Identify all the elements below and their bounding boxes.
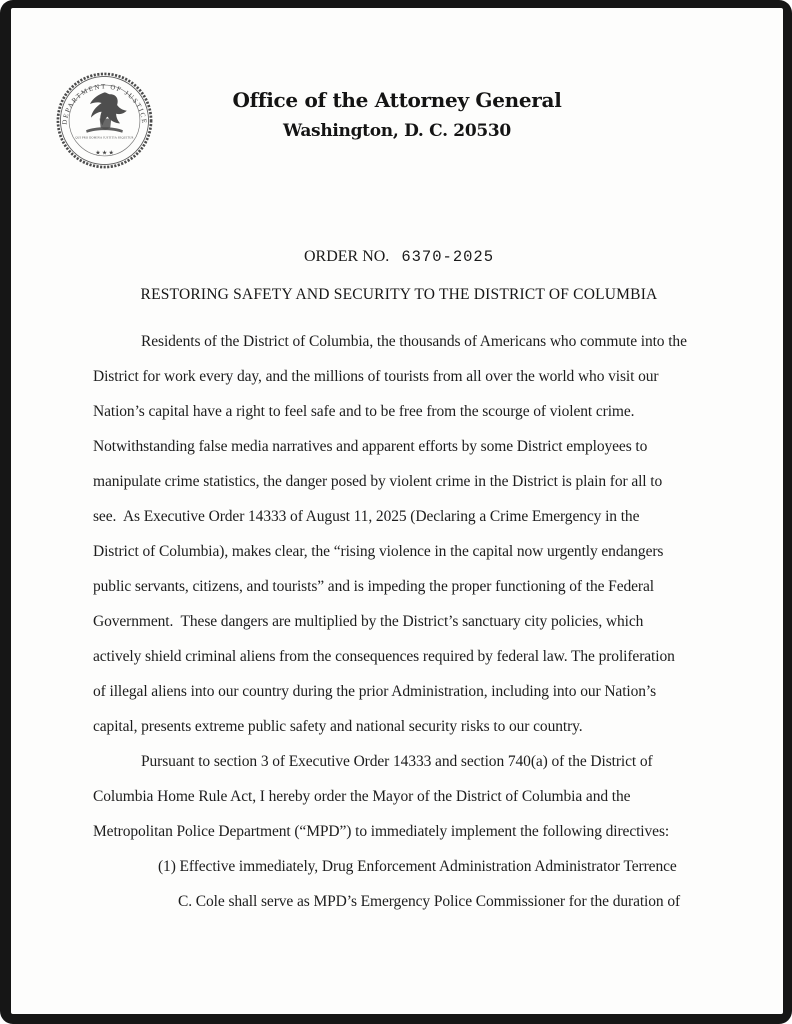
document-body (93, 324, 715, 919)
order-label: ORDER NO. (303, 248, 390, 265)
document-page (11, 8, 783, 1014)
body-line: see. As Executive Order 14333 of August 11, 2025 (Declaring a Crime Emergency in the (93, 508, 640, 525)
body-line: capital, presents extreme public safety and national security risks to our country. (93, 718, 583, 735)
order-number-line (91, 246, 707, 268)
letterhead (11, 87, 783, 142)
order-number: 6370-2025 (401, 248, 495, 266)
body-line: Metropolitan Police Department (“MPD”) to immediately implement the following directives: (93, 823, 670, 840)
seal-ring-text: DEPARTMENT OF JUSTICE (61, 83, 148, 126)
body-line: Columbia Home Rule Act, I hereby order the Mayor of the District of Columbia and the (93, 788, 631, 805)
body-line: Pursuant to section 3 of Executive Order 14333 and section 740(a) of the District of (141, 753, 653, 770)
body-line: actively shield criminal aliens from the consequences required by federal law. The proliferation (93, 648, 675, 665)
body-line: public servants, citizens, and tourists” and is impeding the proper functioning of the Federal (93, 578, 654, 595)
body-line: of illegal aliens into our country during the prior Administration, including into our Nation’s (93, 683, 657, 700)
letterhead-city: Washington, D. C. 20530 (283, 121, 511, 141)
document-title: RESTORING SAFETY AND SECURITY TO THE DISTRICT OF COLUMBIA (140, 286, 658, 303)
directive-item-line: (1) Effective immediately, Drug Enforcement Administration Administrator Terrence (158, 858, 677, 875)
body-line: Government. These dangers are multiplied by the District’s sanctuary city policies, which (93, 613, 644, 630)
body-line: Nation’s capital have a right to feel safe and to be free from the scourge of violent crime. (93, 403, 635, 420)
seal-stars: ★ ★ ★ (95, 150, 114, 157)
body-line: District for work every day, and the millions of tourists from all over the world who visit our (93, 368, 659, 385)
body-line: Residents of the District of Columbia, the thousands of Americans who commute into the (141, 333, 687, 350)
directive-item-line: C. Cole shall serve as MPD’s Emergency Police Commissioner for the duration of (178, 893, 681, 910)
body-line: manipulate crime statistics, the danger posed by violent crime in the District is plain for all to (93, 473, 663, 490)
letterhead-office: Office of the Attorney General (232, 88, 562, 112)
body-line: Notwithstanding false media narratives and apparent efforts by some District employees to (93, 438, 648, 455)
body-line: District of Columbia), makes clear, the “rising violence in the capital now urgently endangers (93, 543, 664, 560)
seal-motto-text: QUI PRO DOMINA JUSTITIA SEQUITUR (75, 135, 134, 140)
